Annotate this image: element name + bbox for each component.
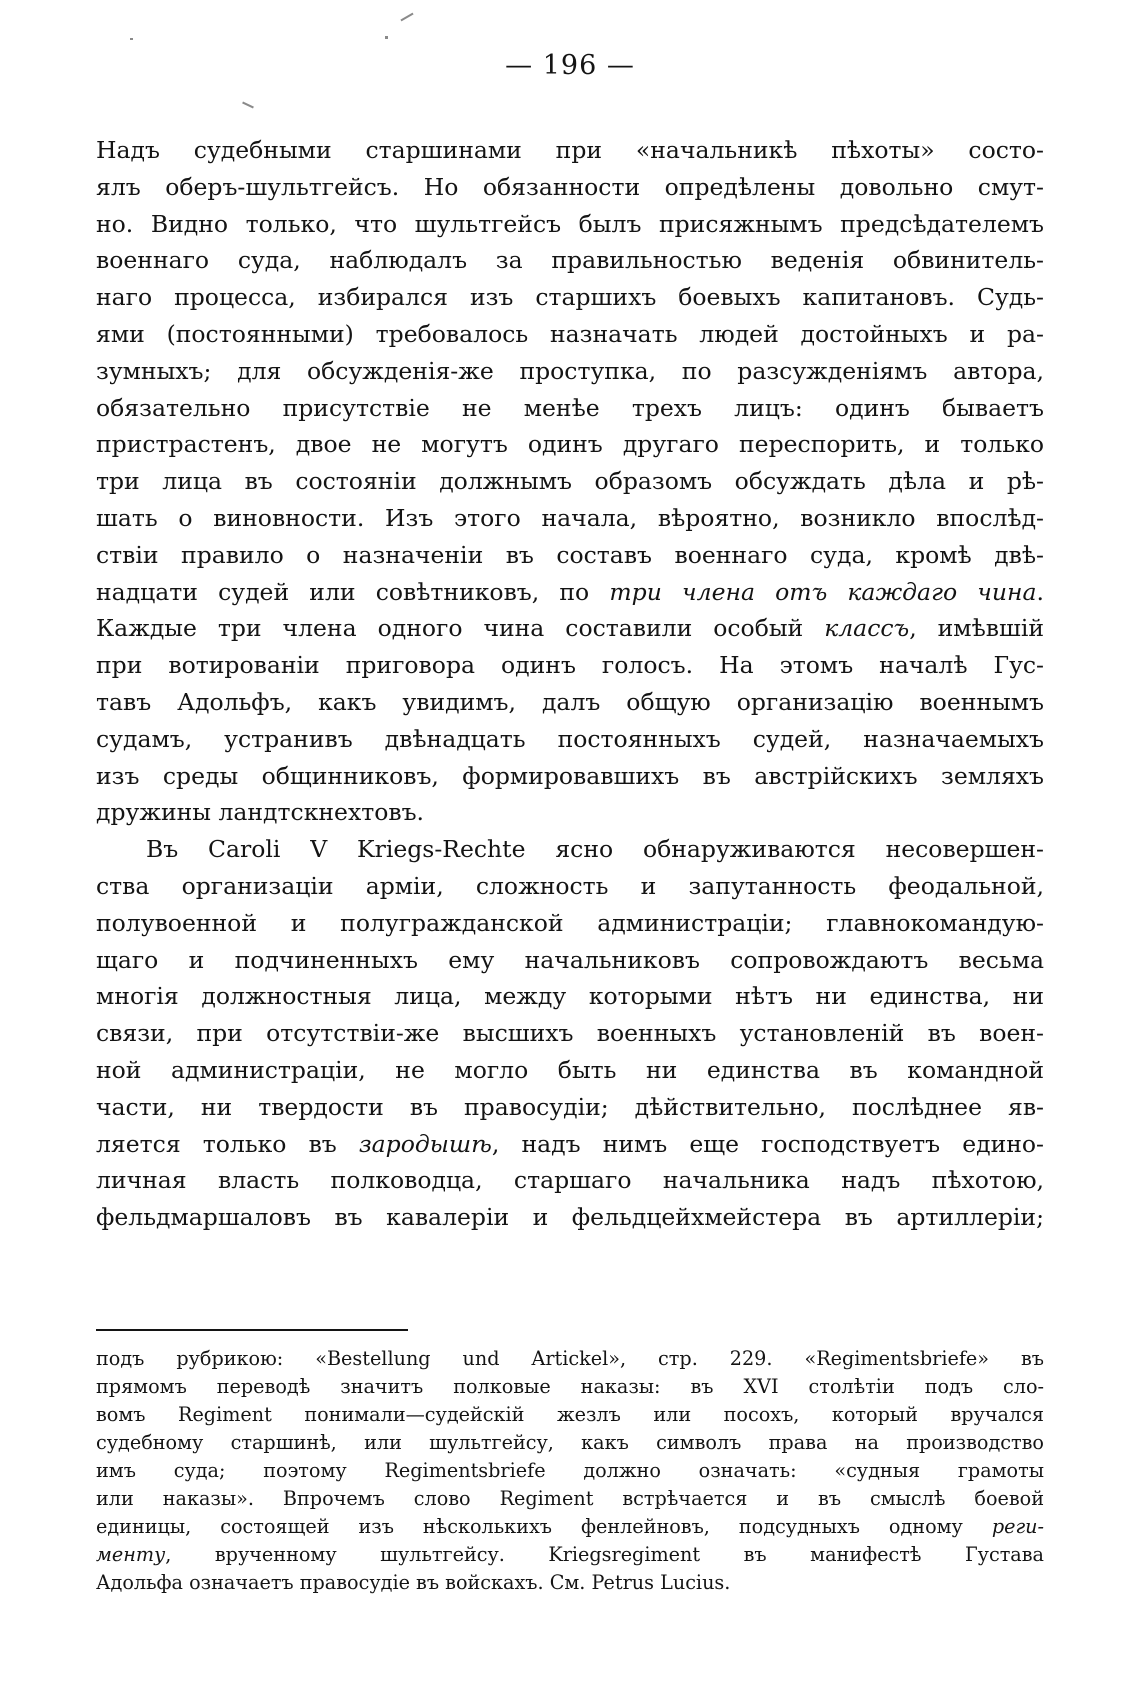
footnote-line [96,1541,1044,1569]
footnote-line: прямомъ переводѣ значитъ полковые наказы: въ XVI столѣтіи подъ сло- [96,1375,1044,1398]
text-line: обязательно присутствіе не менѣе трехъ лицъ: одинъ бываетъ [96,393,1044,422]
text-line: части, ни твердости въ правосудіи; дѣйствительно, послѣднее яв- [96,1092,1044,1121]
footnote [96,1345,1044,1597]
text-line: ной администраціи, не могло быть ни единства въ командной [96,1055,1044,1084]
footnote-line: вомъ Regiment понимали—судейскій жезлъ или посохъ, который вручался [96,1403,1044,1426]
text-line: ями (постоянными) требовалось назначать людей достойныхъ и ра- [96,319,1044,348]
text-line: многія должностныя лица, между которыми нѣтъ ни единства, ни [96,982,1044,1011]
footnote-line [96,1513,1044,1541]
text-segment: . [1036,577,1044,606]
footnote-line: судебному старшинѣ, или шультгейсу, какъ символъ права на производство [96,1431,1044,1454]
text-line: щаго и подчиненныхъ ему начальниковъ сопровождаютъ весьма [96,945,1044,974]
text-line: Въ Caroli V Kriegs-Rechte ясно обнаруживаются несовершен- [146,835,1044,864]
text-line: личная власть полководца, старшаго начальника надъ пѣхотою, [96,1166,1044,1195]
text-line: Надъ судебными старшинами при «начальникѣ пѣхоты» состо- [96,136,1044,164]
text-segment: , имѣвшій [909,614,1045,643]
text-line [96,574,1044,611]
italic-phrase: зародышѣ [358,1129,492,1158]
text-line: ства организаціи арміи, сложность и запутанность феодальной, [96,871,1044,900]
text-line: военнаго суда, наблюдалъ за правильностью веденія обвинитель- [96,246,1044,275]
text-line [96,610,1044,647]
text-line: фельдмаршаловъ въ кавалеріи и фельдцейхмейстера въ артиллеріи; [96,1203,1044,1232]
text-line: шать о виновности. Изъ этого начала, вѣроятно, возникло впослѣд- [96,503,1044,532]
text-segment: Каждые три члена одного чина составили особый [96,614,825,643]
page-number: — 196 — [505,50,635,81]
scan-speck [242,102,254,109]
text-line: наго процесса, избирался изъ старшихъ боевыхъ капитановъ. Судь- [96,283,1044,312]
text-line: при вотированіи приговора одинъ голосъ. На этомъ началѣ Гус- [96,651,1044,680]
footnote-divider [96,1329,408,1331]
text-line: пристрастенъ, двое не могутъ одинъ другаго переспорить, и только [96,430,1044,459]
text-line [96,1126,1044,1163]
scan-speck [130,38,133,40]
text-line: дружины ландтскнехтовъ. [96,798,425,827]
main-text [96,132,1044,1236]
text-segment: надцати судей или совѣтниковъ, по [96,577,610,606]
text-segment: ляется только въ [96,1129,359,1158]
text-line: но. Видно только, что шультгейсъ былъ присяжнымъ предсѣдателемъ [96,209,1044,238]
text-line: изъ среды общинниковъ, формировавшихъ въ австрійскихъ земляхъ [96,761,1044,790]
text-line: полувоенной и полугражданской администраціи; главнокомандую- [96,908,1044,937]
footnote-line: Адольфа означаетъ правосудіе въ войскахъ. См. Petrus Lucius. [96,1571,731,1594]
text-segment: единицы, состоящей изъ нѣсколькихъ фенлейновъ, подсудныхъ одному [96,1515,992,1538]
text-line: судамъ, устранивъ двѣнадцать постоянныхъ судей, назначаемыхъ [96,724,1044,753]
footnote-line: подъ рубрикою: «Bestellung und Artickel», стр. 229. «Regimentsbriefe» въ [96,1347,1044,1370]
scan-speck [400,13,413,22]
text-line: зумныхъ; для обсужденія-же проступка, по разсужденіямъ автора, [96,356,1044,385]
footnote-line: или наказы». Впрочемъ слово Regiment встрѣчается и въ смыслѣ боевой [96,1487,1044,1510]
text-line: связи, при отсутствіи-же высшихъ военныхъ установленій въ воен- [96,1019,1044,1048]
text-line: тавъ Адольфъ, какъ увидимъ, далъ общую организацію военнымъ [96,687,1044,716]
text-line: ствіи правило о назначеніи въ составъ военнаго суда, кромѣ двѣ- [96,540,1044,569]
text-line: три лица въ состояніи должнымъ образомъ обсуждать дѣла и рѣ- [96,467,1044,496]
italic-phrase: три члена отъ каждаго чина [609,577,1037,606]
text-segment: , надъ нимъ еще господствуетъ едино- [491,1129,1044,1158]
italic-phrase: менту [96,1543,166,1566]
footnote-line: имъ суда; поэтому Regimentsbriefe должно означать: «судныя грамоты [96,1459,1044,1482]
text-line: ялъ оберъ-шультгейсъ. Но обязанности опредѣлены довольно смут- [96,172,1044,201]
text-segment: , врученному шультгейсу. Kriegsregiment въ манифестѣ Густава [165,1543,1044,1566]
italic-phrase: классъ [824,614,910,643]
italic-phrase: реги- [991,1515,1044,1538]
scan-speck [385,36,388,39]
